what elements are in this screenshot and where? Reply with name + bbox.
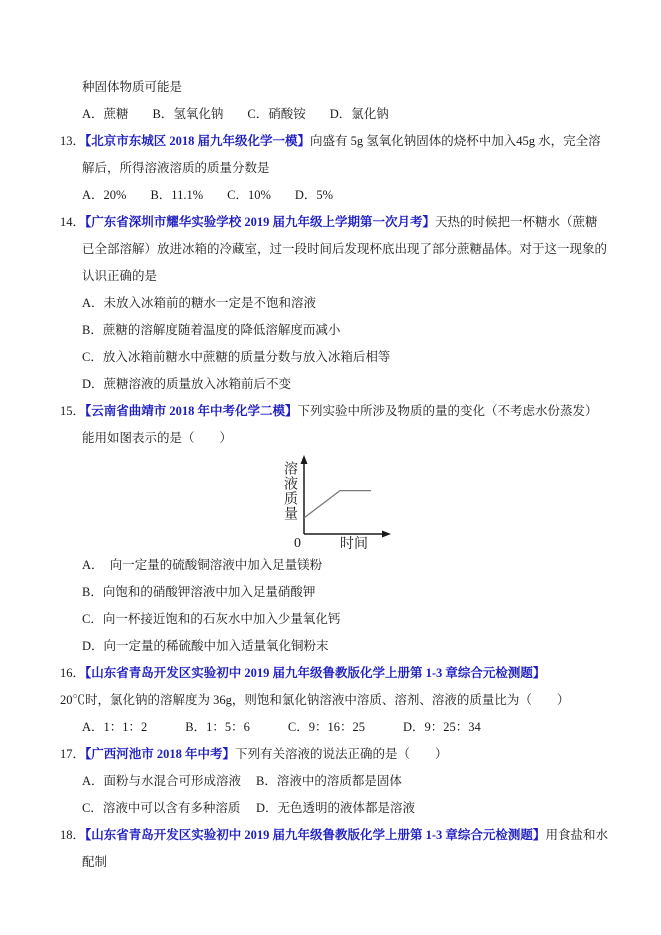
question-12-options-row: [60, 101, 609, 128]
q17-option-d: D．无色透明的液体都是溶液: [256, 801, 416, 815]
question-16-text: 20℃时，氯化钠的溶解度为 36g，则饱和氯化钠溶液中溶质、溶剂、溶液的质量比为（ ）: [60, 693, 570, 707]
question-16-options-row: [60, 714, 609, 741]
q13-option-d: D．5%: [294, 188, 334, 202]
question-18-text: 用食盐和水配制: [82, 828, 608, 869]
q13-option-a: A．20%: [82, 188, 127, 202]
y-axis-arrow-icon: [301, 455, 308, 464]
question-17-source: 【广西河池市 2018 年中考】: [85, 747, 236, 761]
question-18-stem: [60, 822, 609, 876]
chart-x-axis-label: 时间: [340, 537, 368, 552]
q15-option-c: C．向一杯接近饱和的石灰水中加入少量氧化钙: [82, 612, 341, 626]
q17-option-a: A．面粉与水混合可形成溶液: [82, 774, 242, 788]
question-16-source-line: [60, 660, 609, 687]
question-17-number: 17．: [60, 747, 86, 761]
question-13-stem: [60, 128, 609, 182]
question-14-text: 天热的时候把一杯糖水（蔗糖已全部溶解）放进冰箱的冷藏室，过一段时间后发现杯底出现了部分蔗糖晶体。对于这一现象的认识正确的是: [82, 215, 608, 283]
question-16-source: 【山东省青岛开发区实验初中 2019 届九年级鲁教版化学上册第 1-3 章综合元检测题】: [85, 666, 546, 680]
q13-option-c: C．10%: [227, 188, 271, 202]
question-18-source: 【山东省青岛开发区实验初中 2019 届九年级鲁教版化学上册第 1-3 章综合元检测题】: [85, 828, 546, 842]
q12-option-d: D．氯化钠: [329, 107, 389, 121]
q12-option-b: B．氢氧化钠: [152, 107, 224, 121]
q15-option-b: B．向饱和的硝酸钾溶液中加入足量硝酸钾: [82, 585, 316, 599]
question-13-text: 向盛有 5g 氢氧化钠固体的烧杯中加入45g 水，完全溶解后，所得溶液溶质的质量分数是: [82, 134, 601, 175]
question-15-source: 【云南省曲靖市 2018 年中考化学二模】: [85, 404, 298, 418]
question-18-number: 18．: [60, 828, 86, 842]
q15-solution-mass-time-chart: [280, 454, 420, 552]
q15-option-d: D．向一定量的稀硫酸中加入适量氧化铜粉末: [82, 639, 329, 653]
question-13-source: 【北京市东城区 2018 届九年级化学一模】: [85, 134, 311, 148]
q14-option-c: C．放入冰箱前糖水中蔗糖的质量分数与放入冰箱后相等: [82, 350, 391, 364]
q16-option-d: D．9：25：34: [402, 720, 481, 734]
question-17-options-row-2: [60, 795, 609, 822]
q15-option-a: A． 向一定量的硫酸铜溶液中加入足量镁粉: [82, 558, 323, 572]
question-14-stem: [60, 209, 609, 290]
question-13-number: 13．: [60, 134, 86, 148]
question-15-text: 下列实验中所涉及物质的量的变化（不考虑水份蒸发）能用如图表示的是（ ）: [82, 404, 598, 445]
q16-option-b: B．1：5：6: [185, 720, 250, 734]
question-14-source: 【广东省深圳市耀华实验学校 2019 届九年级上学期第一次月考】: [85, 215, 436, 229]
q14-option-a: A．未放入冰箱前的糖水一定是不饱和溶液: [82, 296, 317, 310]
question-13-options-row: [60, 182, 609, 209]
q17-option-c: C．溶液中可以含有多种溶质: [82, 801, 241, 815]
question-17-options-row-1: [60, 768, 609, 795]
chart-plot-area: [298, 454, 398, 542]
q16-option-a: A．1：1：2: [82, 720, 148, 734]
q12-option-a: A．蔗糖: [82, 107, 129, 121]
question-17-stem: [60, 741, 609, 768]
chart-origin-label: 0: [294, 536, 301, 551]
q16-option-c: C．9：16：25: [287, 720, 365, 734]
question-15-number: 15．: [60, 404, 86, 418]
q12-option-c: C．硝酸铵: [247, 107, 306, 121]
question-17-text: 下列有关溶液的说法正确的是（ ）: [235, 747, 448, 761]
q14-option-b: B．蔗糖的溶解度随着温度的降低溶解度而减小: [82, 323, 341, 337]
question-12-stem-continuation: 种固体物质可能是: [82, 80, 183, 94]
q13-option-b: B．11.1%: [150, 188, 204, 202]
question-15-stem: [60, 398, 609, 452]
chart-y-axis-label: 溶液质量: [282, 461, 297, 521]
question-14-number: 14．: [60, 215, 86, 229]
q14-option-d: D．蔗糖溶液的质量放入冰箱前后不变: [82, 377, 292, 391]
chart-line: [304, 491, 371, 518]
x-axis-arrow-icon: [382, 531, 391, 538]
q17-option-b: B．溶液中的溶质都是固体: [256, 774, 402, 788]
question-16-number: 16．: [60, 666, 86, 680]
